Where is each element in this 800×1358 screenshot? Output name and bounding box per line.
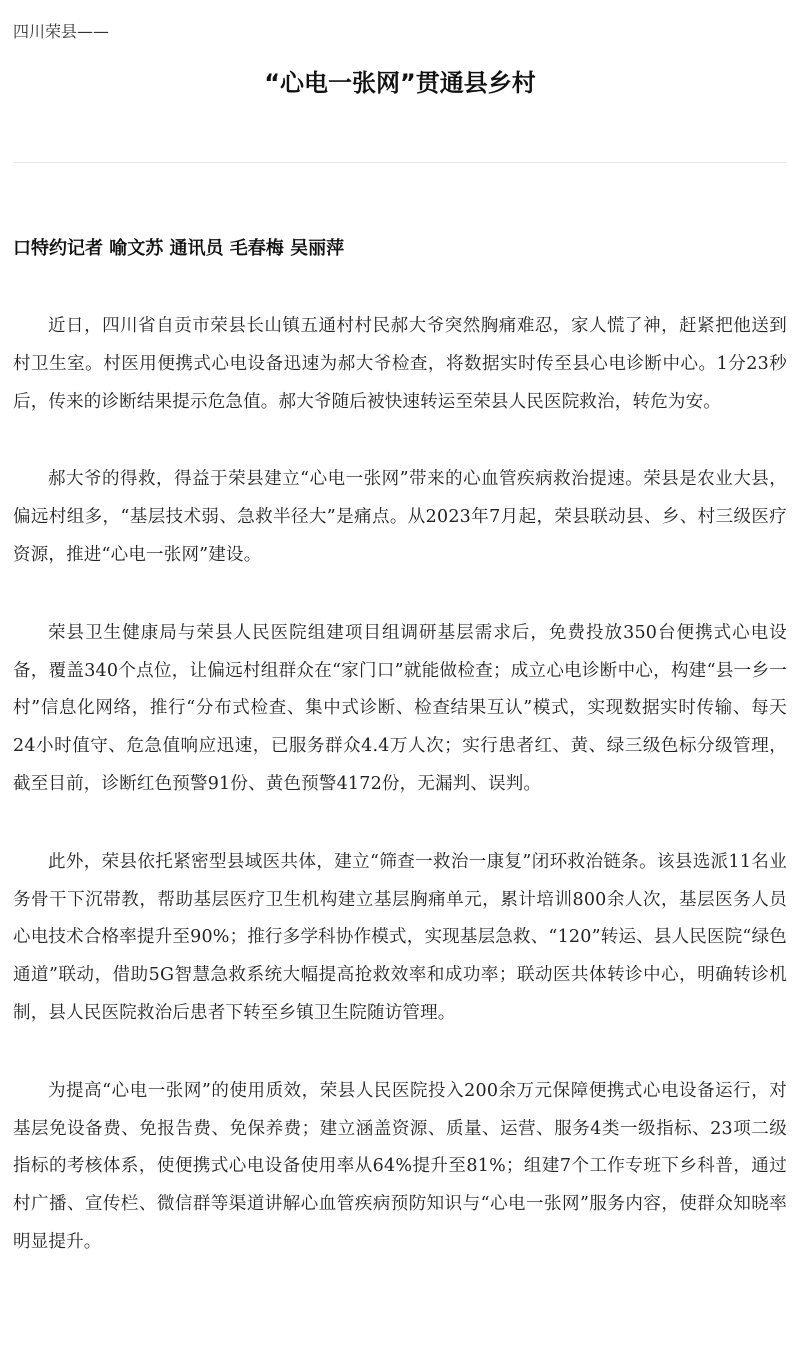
article-kicker: 四川荣县—— [13, 22, 110, 41]
body-paragraph: 荣县卫生健康局与荣县人民医院组建项目组调研基层需求后，免费投放350台便携式心电设备，覆盖340个点位，让偏远村组群众在“家门口”就能做检查；成立心电诊断中心，构建“县一乡一村”信息化网络，推行“分布式检查、集中式诊断、检查结果互认”模式，实现数据实时传输、每天24小时值守、危急值响应迅速，已服务群众4.4万人次；实行患者红、黄、绿三级色标分级管理，截至目前，诊断红色预警91份、黄色预警4172份，无漏判、误判。 [13, 622, 787, 794]
body-paragraph: 为提高“心电一张网”的使用质效，荣县人民医院投入200余万元保障便携式心电设备运行，对基层免设备费、免报告费、免保养费；建立涵盖资源、质量、运营、服务4类一级指标、23项二级指标的考核体系，使便携式心电设备使用率从64%提升至81%；组建7个工作专班下乡科普，通过村广播、宣传栏、微信群等渠道讲解心血管疾病预防知识与“心电一张网”服务内容，使群众知晓率明显提升。 [13, 1080, 787, 1252]
article-body [13, 308, 787, 1302]
body-paragraph: 近日，四川省自贡市荣县长山镇五通村村民郝大爷突然胸痛难忍，家人慌了神，赶紧把他送到村卫生室。村医用便携式心电设备迅速为郝大爷检查，将数据实时传至县心电诊断中心。1分23秒后，传来的诊断结果提示危急值。郝大爷随后被快速转运至荣县人民医院救治，转危为安。 [13, 316, 787, 412]
article-headline: “心电一张网”贯通县乡村 [264, 69, 536, 97]
body-paragraph: 郝大爷的得救，得益于荣县建立“心电一张网”带来的心血管疾病救治提速。荣县是农业大县，偏远村组多，“基层技术弱、急救半径大”是痛点。从2023年7月起，荣县联动县、乡、村三级医疗资源，推进“心电一张网”建设。 [13, 469, 787, 565]
body-paragraph: 此外，荣县依托紧密型县域医共体，建立“筛查一救治一康复”闭环救治链条。该县选派11名业务骨干下沉帯教，帮助基层医疗卫生机构建立基层胸痛单元，累计培训800余人次，基层医务人员心电技术合格率提升至90%；推行多学科协作模式，实现基层急救、“120”转运、县人民医院“绿色通道”联动，借助5G智慧急救系统大幅提高抢救效率和成功率；联动医共体转诊中心，明确转诊机制，县人民医院救治后患者下转至乡镇卫生院随访管理。 [13, 851, 787, 1023]
article-byline: 口特约记者 喻文苏 通讯员 毛春梅 吴丽萍 [13, 238, 345, 259]
header-divider [13, 162, 787, 163]
